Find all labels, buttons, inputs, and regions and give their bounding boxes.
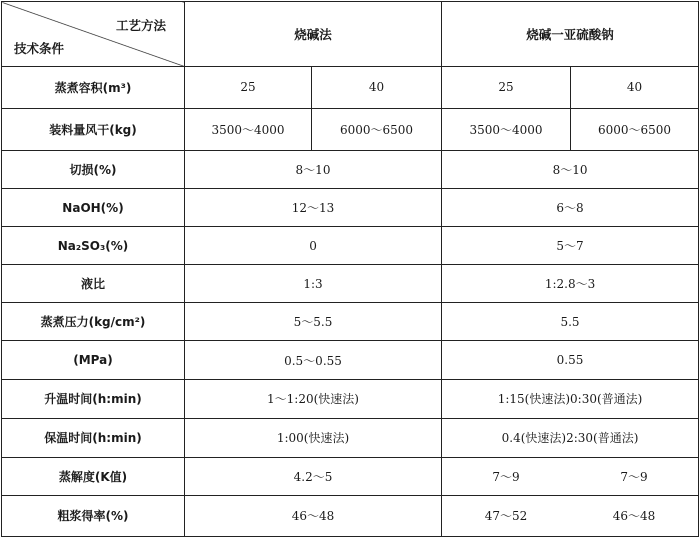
diagonal-header-cell (2, 2, 185, 67)
process-method-heading: 工艺方法 (115, 18, 166, 33)
table-row (2, 457, 699, 495)
table-row (2, 303, 699, 341)
table-cell: 0.5～0.55 (185, 341, 442, 379)
table-cell: 40 (571, 66, 699, 108)
row-label: 切损(%) (2, 151, 185, 189)
table-cell: 5～5.5 (185, 303, 442, 341)
table-cell: 6000～6500 (571, 108, 699, 150)
table-row (2, 66, 699, 108)
table-cell: 25 (185, 66, 312, 108)
table-row (2, 108, 699, 150)
caustic-sulfite-method-heading: 烧碱一亚硫酸钠 (442, 2, 699, 67)
process-conditions-table (1, 1, 699, 537)
table-cell: 25 (442, 66, 571, 108)
table-cell: 0.4(快速法)2:30(普通法) (442, 418, 699, 457)
row-label: 蒸解度(K值) (2, 457, 185, 495)
table-cell: 4.2～5 (185, 457, 442, 495)
table-row (2, 189, 699, 227)
row-label: 粗浆得率(%) (2, 495, 185, 536)
row-label: 液比 (2, 265, 185, 303)
table-cell: 0.55 (442, 341, 699, 379)
table-cell: 12～13 (185, 189, 442, 227)
table-cell: 46～48 (185, 495, 442, 536)
table-cell: 47～52 (484, 509, 528, 524)
table-cell: 6～8 (442, 189, 699, 227)
table-cell: 1:00(快速法) (185, 418, 442, 457)
technical-conditions-heading: 技术条件 (14, 40, 65, 56)
table-cell: 0 (185, 227, 442, 265)
table-cell: 3500～4000 (185, 108, 312, 150)
table-cell: 7～9 (620, 469, 648, 484)
split-cell (442, 495, 699, 536)
split-values (442, 468, 698, 485)
row-label: 升温时间(h:min) (2, 379, 185, 418)
row-label: 装料量风干(kg) (2, 108, 185, 150)
split-values (442, 507, 698, 524)
table-cell: 1～1:20(快速法) (185, 379, 442, 418)
table-cell: 1:15(快速法)0:30(普通法) (442, 379, 699, 418)
row-label: (MPa) (2, 341, 185, 379)
table-cell: 1:2.8～3 (442, 265, 699, 303)
table-cell: 7～9 (492, 469, 520, 484)
row-label: 蒸煮压力(kg/cm²) (2, 303, 185, 341)
caustic-soda-method-heading: 烧碱法 (185, 2, 442, 67)
table-cell: 40 (312, 66, 442, 108)
table-row (2, 151, 699, 189)
row-label: 保温时间(h:min) (2, 418, 185, 457)
table-row (2, 495, 699, 536)
table-row (2, 265, 699, 303)
row-label: NaOH(%) (2, 189, 185, 227)
table-header-row (2, 2, 699, 67)
table-cell: 6000～6500 (312, 108, 442, 150)
row-label: Na₂SO₃(%) (2, 227, 185, 265)
table-row (2, 227, 699, 265)
table-cell: 1:3 (185, 265, 442, 303)
table-cell: 3500～4000 (442, 108, 571, 150)
table-row (2, 379, 699, 418)
table-cell: 46～48 (612, 509, 656, 524)
table-row (2, 418, 699, 457)
table-row (2, 341, 699, 379)
split-cell (442, 457, 699, 495)
table-cell: 5.5 (442, 303, 699, 341)
table-cell: 8～10 (442, 151, 699, 189)
table-cell: 8～10 (185, 151, 442, 189)
row-label: 蒸煮容积(m³) (2, 66, 185, 108)
table-cell: 5～7 (442, 227, 699, 265)
